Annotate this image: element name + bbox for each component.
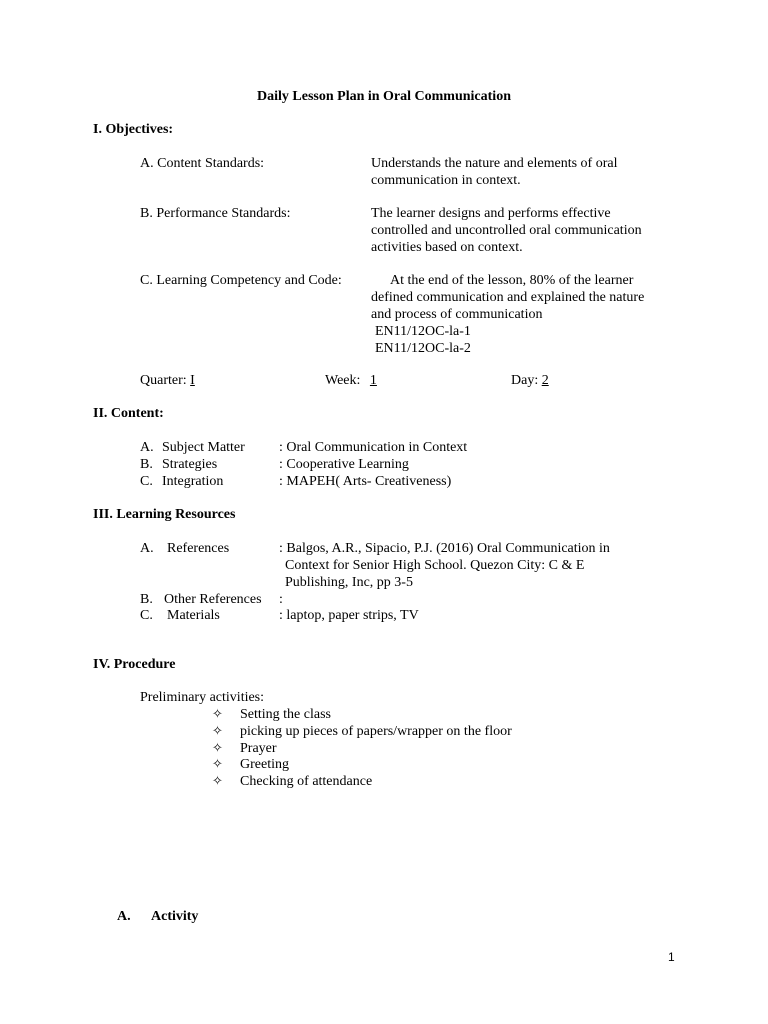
activity-text: Greeting <box>240 757 289 772</box>
activity-text: Prayer <box>240 741 277 756</box>
content-item-value: : Oral Communication in Context <box>279 440 468 455</box>
competency-label: C. Learning Competency and Code: <box>140 273 342 288</box>
references-line: Publishing, Inc, pp 3-5 <box>285 575 413 590</box>
diamond-bullet-icon: ✧ <box>212 741 223 756</box>
activity-list-item <box>212 706 331 723</box>
resources-heading: III. Learning Resources <box>93 507 236 522</box>
content-heading: II. Content: <box>93 406 164 421</box>
performance-standards-line: controlled and uncontrolled oral communication <box>371 223 642 238</box>
references-letter: A. <box>140 541 154 556</box>
document-title: Daily Lesson Plan in Oral Communication <box>257 89 511 104</box>
week-value: 1 <box>369 373 377 388</box>
references-line: Context for Senior High School. Quezon City: C & E <box>285 558 585 573</box>
other-references-value: : <box>279 592 283 607</box>
page-number: 1 <box>668 950 675 964</box>
materials-value: : laptop, paper strips, TV <box>279 608 419 623</box>
content-item-letter: B. <box>140 457 153 472</box>
content-item-value: : Cooperative Learning <box>279 457 409 472</box>
diamond-bullet-icon: ✧ <box>212 774 223 789</box>
content-item-label: Integration <box>162 474 224 489</box>
diamond-bullet-icon: ✧ <box>212 724 223 739</box>
content-item-label: Strategies <box>162 457 218 472</box>
week-field <box>325 372 377 389</box>
quarter-label: Quarter: <box>140 373 187 388</box>
diamond-bullet-icon: ✧ <box>212 707 223 722</box>
materials-label: Materials <box>167 608 220 623</box>
content-item-letter: C. <box>140 474 153 489</box>
competency-code: EN11/12OC-la-2 <box>375 341 471 356</box>
week-label: Week: <box>325 373 361 388</box>
competency-line: and process of communication <box>371 307 543 322</box>
quarter-value: I <box>190 373 195 388</box>
day-value: 2 <box>541 373 549 388</box>
day-label: Day: <box>511 373 539 388</box>
performance-standards-label: B. Performance Standards: <box>140 206 291 221</box>
objectives-heading: I. Objectives: <box>93 122 174 137</box>
activity-text: Checking of attendance <box>240 774 373 789</box>
preliminary-label: Preliminary activities: <box>140 690 265 705</box>
materials-letter: C. <box>140 608 153 623</box>
procedure-heading: IV. Procedure <box>93 657 176 672</box>
activity-list-item <box>212 773 373 790</box>
content-item-letter: A. <box>140 440 154 455</box>
activity-section-heading: Activity <box>151 909 199 924</box>
activity-list-item <box>212 740 277 757</box>
activity-section-letter: A. <box>117 909 131 924</box>
activity-list-item <box>212 723 512 740</box>
performance-standards-line: activities based on context. <box>371 240 523 255</box>
content-standards-label: A. Content Standards: <box>140 156 265 171</box>
performance-standards-line: The learner designs and performs effective <box>371 206 611 221</box>
activity-text: picking up pieces of papers/wrapper on the floor <box>240 724 512 739</box>
references-label: References <box>167 541 230 556</box>
competency-line: At the end of the lesson, 80% of the learner <box>390 273 634 288</box>
quarter-field <box>140 372 195 389</box>
content-item-value: : MAPEH( Arts- Creativeness) <box>279 474 452 489</box>
references-line: : Balgos, A.R., Sipacio, P.J. (2016) Oral Communication in <box>279 541 610 556</box>
activity-list-item <box>212 756 289 773</box>
competency-line: defined communication and explained the nature <box>371 290 645 305</box>
content-standards-line: Understands the nature and elements of oral <box>371 156 618 171</box>
other-references-label: Other References <box>164 592 262 607</box>
content-standards-line: communication in context. <box>371 173 521 188</box>
day-field <box>511 372 549 389</box>
competency-code: EN11/12OC-la-1 <box>375 324 471 339</box>
other-references-letter: B. <box>140 592 153 607</box>
content-item-label: Subject Matter <box>162 440 245 455</box>
diamond-bullet-icon: ✧ <box>212 757 223 772</box>
activity-text: Setting the class <box>240 707 331 722</box>
